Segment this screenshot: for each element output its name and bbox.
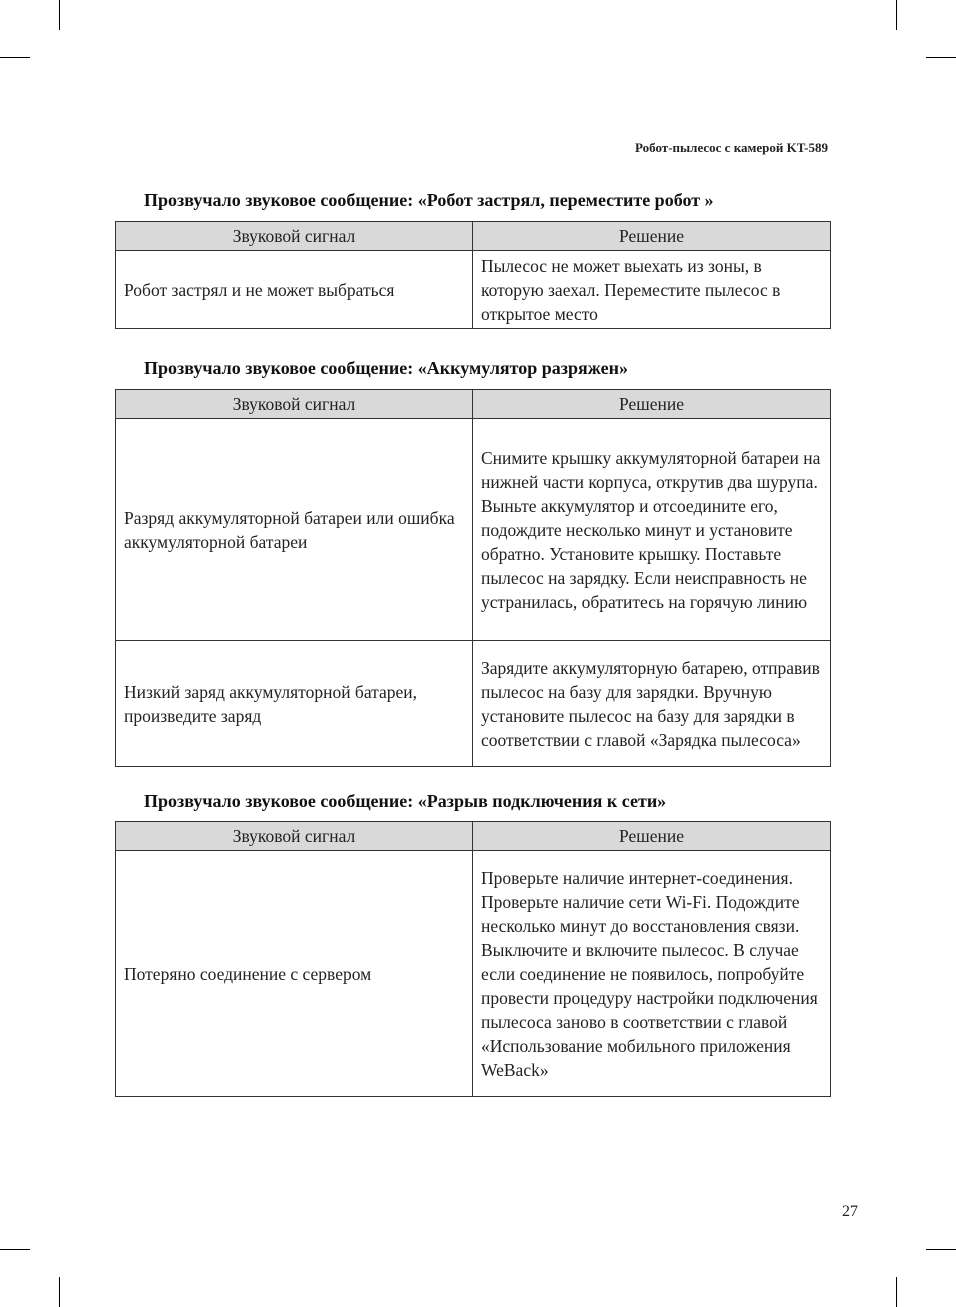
- signal-cell: Разряд аккумуляторной батареи или ошибка аккумуляторной батареи: [116, 419, 473, 641]
- crop-mark-top-left-h: [0, 57, 30, 58]
- page-number: 27: [842, 1203, 858, 1220]
- column-header-signal: Звуковой сигнал: [116, 822, 473, 851]
- table-header-row: [116, 390, 831, 419]
- troubleshooting-table: [115, 221, 831, 329]
- table-row: [116, 851, 831, 1097]
- signal-cell: Низкий заряд аккумуляторной батареи, произведите заряд: [116, 641, 473, 767]
- section-title: Прозвучало звуковое сообщение: «Робот застрял, переместите робот »: [144, 190, 714, 210]
- table-header-row: [116, 222, 831, 251]
- column-header-signal: Звуковой сигнал: [116, 222, 473, 251]
- solution-cell: Снимите крышку аккумуляторной батареи на нижней части корпуса, открутив два шурупа. Выньте аккумулятор и отсоедините его, подождите несколько минут и установите обратно. Установите крышку. Поставьте пылесос на зарядку. Если неисправность не устранилась, обратитесь на горячую линию: [473, 419, 831, 641]
- crop-mark-bottom-left-h: [0, 1249, 30, 1250]
- column-header-solution: Решение: [473, 390, 831, 419]
- crop-mark-top-right-h: [926, 57, 956, 58]
- solution-cell: Зарядите аккумуляторную батарею, отправив пылесос на базу для зарядки. Вручную установите пылесос на базу для зарядки в соответствии с главой «Зарядка пылесоса»: [473, 641, 831, 767]
- solution-cell: Пылесос не может выехать из зоны, в которую заехал. Переместите пылесос в открытое место: [473, 251, 831, 329]
- table-row: [116, 419, 831, 641]
- column-header-solution: Решение: [473, 822, 831, 851]
- troubleshooting-table: [115, 389, 831, 767]
- table-row: [116, 641, 831, 767]
- section-title: Прозвучало звуковое сообщение: «Аккумулятор разряжен»: [144, 358, 628, 378]
- signal-cell: Потеряно соединение с сервером: [116, 851, 473, 1097]
- troubleshooting-table: [115, 821, 831, 1097]
- crop-mark-bottom-left: [59, 1277, 60, 1307]
- crop-mark-bottom-right-h: [926, 1249, 956, 1250]
- column-header-solution: Решение: [473, 222, 831, 251]
- table-row: [116, 251, 831, 329]
- table-header-row: [116, 822, 831, 851]
- crop-mark-top-left: [59, 0, 60, 30]
- running-header: Робот-пылесос с камерой KT-589: [635, 140, 828, 155]
- solution-cell: Проверьте наличие интернет-соединения. Проверьте наличие сети Wi-Fi. Подождите несколько минут до восстановления связи. Выключите и включите пылесос. В случае если соединение не появилось, попробуйте провести процедуру настройки подключения пылесоса заново в соответствии с главой «Использование мобильного приложения WeBack»: [473, 851, 831, 1097]
- crop-mark-top-right: [896, 0, 897, 30]
- signal-cell: Робот застрял и не может выбраться: [116, 251, 473, 329]
- section-title: Прозвучало звуковое сообщение: «Разрыв подключения к сети»: [144, 791, 667, 811]
- crop-mark-bottom-right: [896, 1277, 897, 1307]
- column-header-signal: Звуковой сигнал: [116, 390, 473, 419]
